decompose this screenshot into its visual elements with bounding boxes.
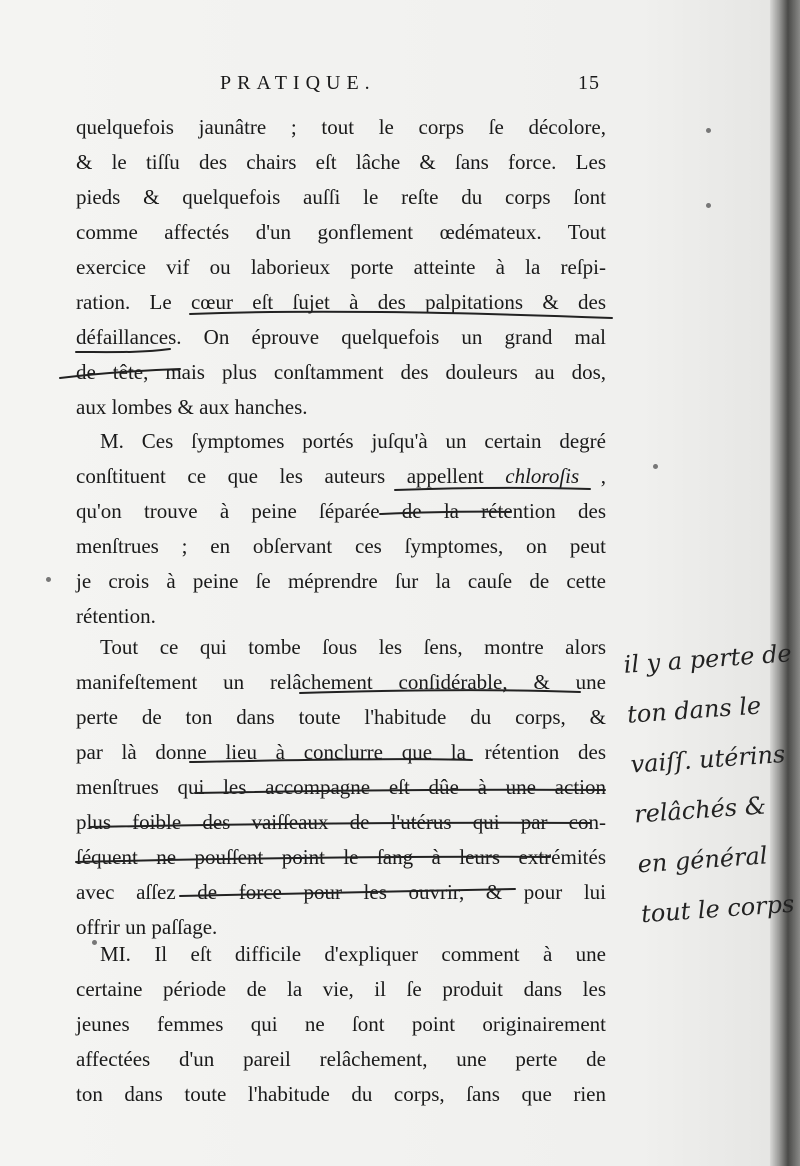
text-line: menſtrues ; en obſervant ces ſymptomes, on peut <box>76 534 606 558</box>
text-line: quelquefois jaunâtre ; tout le corps ſe décolore, <box>76 115 606 139</box>
text-line: & le tiſſu des chairs eſt lâche & ſans force. Les <box>76 150 606 174</box>
book-gutter <box>770 0 800 1166</box>
text-line: jeunes femmes qui ne ſont point originairement <box>76 1012 606 1036</box>
text-line: M. Ces ſymptomes portés juſqu'à un certain degré <box>100 429 606 453</box>
header-title: PRATIQUE. <box>220 72 376 94</box>
margin-note-line: ton dans le <box>626 691 763 729</box>
paper-speck <box>706 128 711 133</box>
text-line: comme affectés d'un gonflement œdémateux. Tout <box>76 220 606 244</box>
paragraph-1 <box>76 110 606 425</box>
text-line <box>76 459 606 494</box>
margin-note-line: relâchés & <box>633 791 767 829</box>
text-line: ſéquent ne pouſſent point le ſang à leurs extrémités <box>76 845 606 869</box>
text-line: ton dans toute l'habitude du corps, ſans que rien <box>76 1082 606 1106</box>
text-line: ration. Le cœur eſt ſujet à des palpitations & des <box>76 290 606 314</box>
margin-note-line: il y a perte de <box>622 639 793 679</box>
emphasized-term: chloroſis <box>505 464 580 488</box>
text-line: pieds & quelquefois auſſi le reſte du corps ſont <box>76 185 606 209</box>
text-line: affectées d'un pareil relâchement, une perte de <box>76 1047 606 1071</box>
paper-speck <box>46 577 51 582</box>
paper-speck <box>706 203 711 208</box>
text-line: Tout ce qui tombe ſous les ſens, montre alors <box>100 635 606 659</box>
margin-note-line: en général <box>636 841 769 879</box>
text-line: défaillances. On éprouve quelquefois un grand mal <box>76 325 606 349</box>
text-line: qu'on trouve à peine ſéparée de la rétention des <box>76 499 606 523</box>
text-line: plus foible des vaiſſeaux de l'utérus qui par con- <box>76 810 606 834</box>
text-line: offrir un paſſage. <box>76 915 218 939</box>
margin-note-line: tout le corps <box>640 889 796 929</box>
text-line: rétention. <box>76 604 156 628</box>
text-line: de tête, mais plus conſtamment des douleurs au dos, <box>76 360 606 384</box>
paper-speck <box>92 940 97 945</box>
paper-speck <box>653 464 658 469</box>
handwritten-margin-note <box>622 628 800 939</box>
text-line: manifeſtement un relâchement conſidérable, & une <box>76 670 606 694</box>
paragraph-4 <box>76 937 606 1112</box>
page-number: 15 <box>578 72 600 94</box>
running-header <box>220 72 600 102</box>
text-line: je crois à peine ſe méprendre ſur la cauſe de cette <box>76 569 606 593</box>
text-line: avec aſſez de force pour les ouvrir, & pour lui <box>76 880 606 904</box>
margin-note-line: vaiſſ. utérins <box>629 739 787 779</box>
text-line: par là donne lieu à conclurre que la rétention des <box>76 740 606 764</box>
text-line: exercice vif ou laborieux porte atteinte à la reſpi- <box>76 255 606 279</box>
paragraph-3 <box>76 630 606 945</box>
text-line: certaine période de la vie, il ſe produit dans les <box>76 977 606 1001</box>
text-line: MI. Il eſt difficile d'expliquer comment à une <box>100 942 606 966</box>
text-line: aux lombes & aux hanches. <box>76 395 308 419</box>
text-line: menſtrues qui les accompagne eſt dûe à une action <box>76 775 606 799</box>
text-segment: conſtituent ce que les auteurs appellent <box>76 464 506 488</box>
text-segment: , <box>579 464 606 488</box>
paragraph-2 <box>76 424 606 634</box>
text-line: perte de ton dans toute l'habitude du corps, & <box>76 705 606 729</box>
